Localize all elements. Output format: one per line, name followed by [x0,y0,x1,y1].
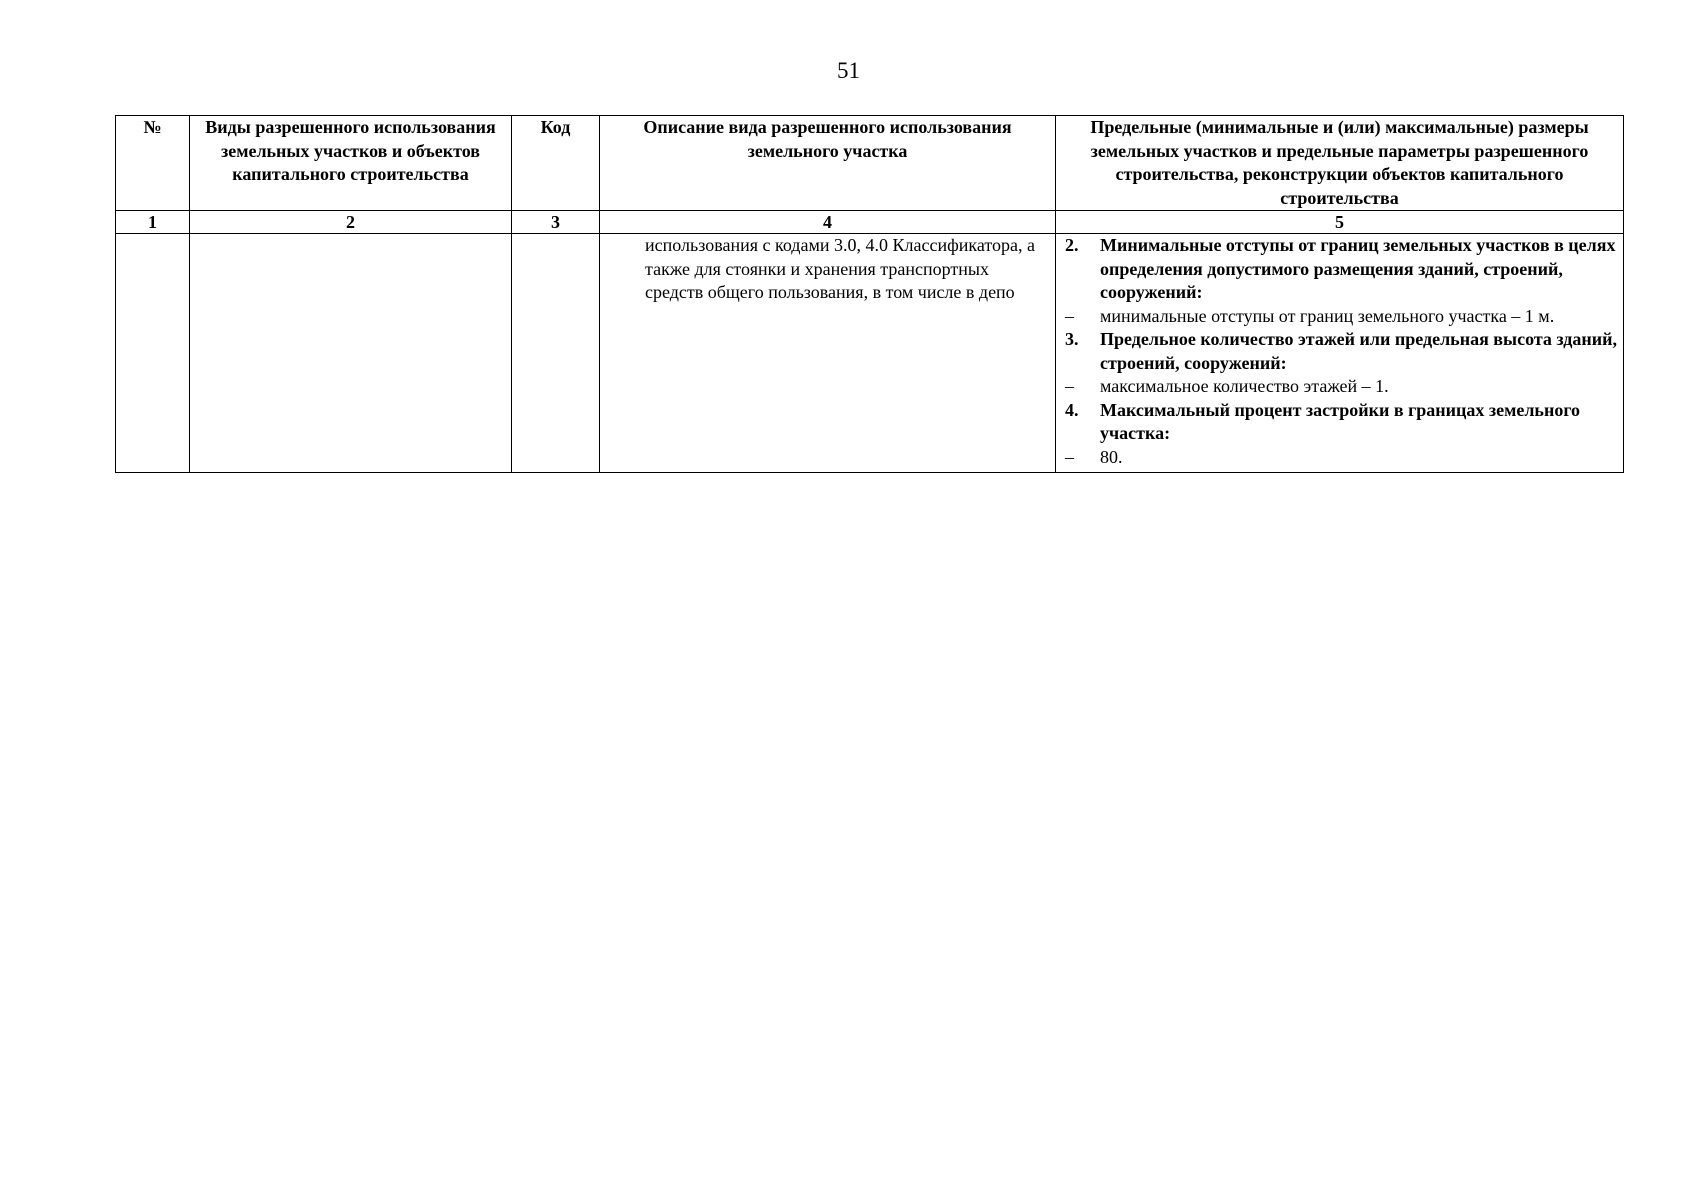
item-text: Предельное количество этажей или предельная высота зданий, строений, сооружений: [1100,329,1618,373]
cell-parameters [1056,234,1624,473]
land-use-table [115,115,1624,473]
item-marker: 2. [1065,235,1079,255]
header-code: Код [512,116,600,211]
item-marker: 4. [1065,399,1079,420]
parameter-heading [1056,399,1623,446]
column-number: 5 [1056,211,1624,234]
table-row [116,234,1624,473]
item-text: Минимальные отступы от границ земельных участков в целях определения допустимого размещения зданий, строений, сооружений: [1100,235,1616,302]
item-text: Максимальный процент застройки в границах земельного участка: [1100,399,1581,443]
parameter-value [1056,375,1623,399]
item-text: максимальное количество этажей – 1. [1100,376,1389,396]
column-number-row [116,211,1624,234]
item-marker: – [1065,376,1074,396]
column-number: 4 [600,211,1056,234]
description-text: использования с кодами 3.0, 4.0 Классификатора, а также для стоянки и хранения транспортных средств общего пользования, в том числе в депо [645,235,1035,302]
header-description: Описание вида разрешенного использования земельного участка [600,116,1056,211]
column-number: 2 [190,211,512,234]
column-number: 1 [116,211,190,234]
item-marker: – [1065,446,1074,467]
cell-code [512,234,600,473]
cell-description [600,234,1056,473]
header-usage-kinds: Виды разрешенного использования земельных участков и объектов капитального строительства [190,116,512,211]
cell-usage-kind [190,234,512,473]
item-text: 80. [1100,446,1123,467]
parameter-heading [1056,234,1623,305]
item-marker: 3. [1065,329,1079,349]
parameter-heading [1056,328,1623,375]
page-number: 51 [837,58,860,83]
parameter-value [1056,305,1623,329]
header-parameters: Предельные (минимальные и (или) максимальные) размеры земельных участков и предельные параметры разрешенного строительства, реконструкции объектов капитального строительства [1056,116,1624,211]
cell-number [116,234,190,473]
column-number: 3 [512,211,600,234]
parameters-list [1056,234,1623,469]
parameter-value [1056,446,1623,470]
table-header-row [116,116,1624,211]
item-text: минимальные отступы от границ земельного участка – 1 м. [1100,305,1555,326]
item-marker: – [1065,305,1074,326]
header-number: № [116,116,190,211]
